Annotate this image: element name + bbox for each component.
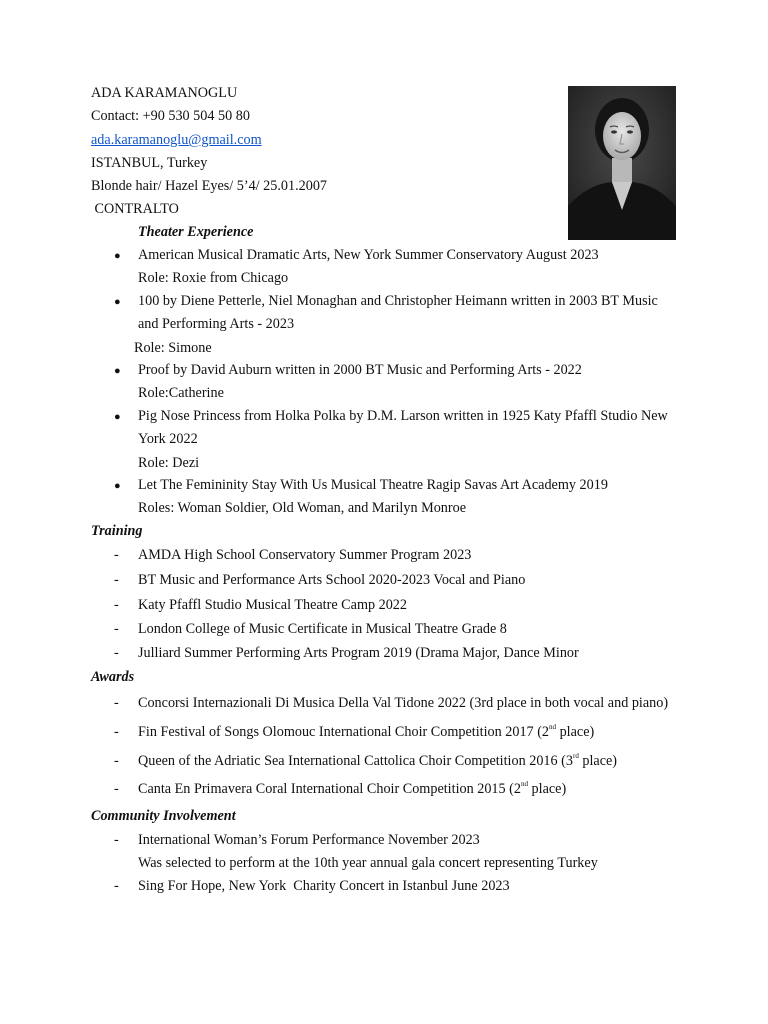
dash-icon: - <box>114 781 119 797</box>
award-text-end: place) <box>527 781 567 797</box>
bullet-icon: ● <box>114 250 121 262</box>
theater-item-5: Let The Femininity Stay With Us Musical Theatre Ragip Savas Art Academy 2019 <box>138 477 608 493</box>
award-item <box>138 752 617 770</box>
voice-type: CONTRALTO <box>91 201 179 217</box>
community-item: International Woman’s Forum Performance November 2023 <box>138 832 480 848</box>
dash-icon: - <box>114 753 119 769</box>
training-item: BT Music and Performance Arts School 2020-2023 Vocal and Piano <box>138 572 526 588</box>
theater-section-title: Theater Experience <box>138 224 254 240</box>
dash-icon: - <box>114 597 119 613</box>
theater-role-5: Roles: Woman Soldier, Old Woman, and Marilyn Monroe <box>138 500 467 516</box>
dash-icon: - <box>114 547 119 563</box>
awards-section-title: Awards <box>91 669 135 685</box>
theater-item-1: American Musical Dramatic Arts, New York Summer Conservatory August 2023 <box>138 247 599 263</box>
award-text: Canta En Primavera Coral International Choir Competition 2015 (2 <box>138 781 521 797</box>
theater-item-2: 100 by Diene Petterle, Niel Monaghan and Christopher Heimann written in 2003 BT Music <box>138 293 658 309</box>
award-ordinal: rd <box>572 752 579 761</box>
community-item: Sing For Hope, New York Charity Concert in Istanbul June 2023 <box>138 878 510 894</box>
portrait-photo <box>568 86 676 240</box>
award-ordinal: nd <box>520 780 528 789</box>
bullet-icon: ● <box>114 365 121 377</box>
theater-item-2-cont: and Performing Arts - 2023 <box>138 316 295 332</box>
award-item <box>138 723 594 741</box>
theater-item-4-cont: York 2022 <box>138 431 198 447</box>
contact-phone: Contact: +90 530 504 50 80 <box>91 108 250 124</box>
location: ISTANBUL, Turkey <box>91 155 208 171</box>
dash-icon: - <box>114 832 119 848</box>
theater-item-4: Pig Nose Princess from Holka Polka by D.M. Larson written in 1925 Katy Pfaffl Studio New <box>138 408 668 424</box>
email-link[interactable]: ada.karamanoglu@gmail.com <box>91 132 262 148</box>
bullet-icon: ● <box>114 296 121 308</box>
dash-icon: - <box>114 724 119 740</box>
dash-icon: - <box>114 572 119 588</box>
theater-role-1: Role: Roxie from Chicago <box>138 270 289 286</box>
theater-role-3: Role:Catherine <box>138 385 224 401</box>
award-item: Concorsi Internazionali Di Musica Della Val Tidone 2022 (3rd place in both vocal and piano) <box>138 695 669 711</box>
award-text: Fin Festival of Songs Olomouc International Choir Competition 2017 (2 <box>138 724 550 740</box>
dash-icon: - <box>114 645 119 661</box>
training-item: London College of Music Certificate in Musical Theatre Grade 8 <box>138 621 507 637</box>
training-item: AMDA High School Conservatory Summer Program 2023 <box>138 547 472 563</box>
award-text-end: place) <box>578 753 618 769</box>
dash-icon: - <box>114 621 119 637</box>
portrait-image <box>568 86 676 240</box>
community-section-title: Community Involvement <box>91 808 236 824</box>
dash-icon: - <box>114 878 119 894</box>
award-ordinal: nd <box>549 723 557 732</box>
award-text-end: place) <box>556 724 595 740</box>
dash-icon: - <box>114 695 119 711</box>
theater-role-2: Role: Simone <box>134 340 212 356</box>
community-item-note: Was selected to perform at the 10th year annual gala concert representing Turkey <box>138 855 598 871</box>
bullet-icon: ● <box>114 480 121 492</box>
award-item <box>138 780 566 798</box>
theater-role-4: Role: Dezi <box>138 455 200 471</box>
name-heading: ADA KARAMANOGLU <box>91 85 238 101</box>
training-item: Katy Pfaffl Studio Musical Theatre Camp 2022 <box>138 597 407 613</box>
award-text: Queen of the Adriatic Sea International Cattolica Choir Competition 2016 (3 <box>138 753 573 769</box>
theater-item-3: Proof by David Auburn written in 2000 BT Music and Performing Arts - 2022 <box>138 362 582 378</box>
training-item: Julliard Summer Performing Arts Program 2019 (Drama Major, Dance Minor <box>138 645 579 661</box>
training-section-title: Training <box>91 523 143 539</box>
physical-details: Blonde hair/ Hazel Eyes/ 5’4/ 25.01.2007 <box>91 178 328 194</box>
bullet-icon: ● <box>114 411 121 423</box>
